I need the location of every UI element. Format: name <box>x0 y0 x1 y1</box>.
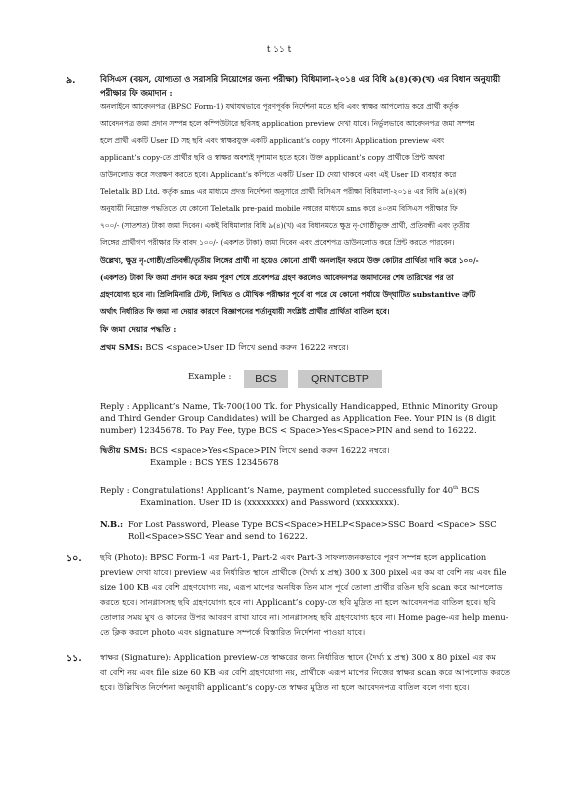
section-9-paragraph-line: অনলাইনে আবেদনপত্র (BPSC Form-1) যথাযথভাবে পূরণপূর্বক নির্দেশনা মতে ছবি এবং স্বাক্ষর আপলোড করে প্রার্থী কর্তৃক <box>100 102 459 111</box>
section-9-paragraph-line: অনুযায়ী নিম্নোক্ত পদ্ধতিতে যে কোনো Teletalk pre-paid mobile নম্বরের মাধ্যমে sms করে ৪০তম বিসিএস পরীক্ষার ফি <box>100 204 458 213</box>
section-9-number: ৯. <box>66 75 76 86</box>
section-11-line: স্বাক্ষর (Signature): Application preview-তে স্বাক্ষরের জন্য নির্ধারিত স্থানে (দৈর্ঘ্য x প্রস্থ) 300 x 80 pixel এর কম <box>100 652 496 662</box>
section-9-paragraph-line: আবেদনপত্র জমা প্রদান সম্পন্ন হলে কম্পিউটারে ছবিসহ application preview দেখা যাবে। নির্ভুলভাবে আবেদনপত্র জমা সম্পন্ন <box>100 119 475 128</box>
reply-1-line: Reply : Applicant’s Name, Tk-700(100 Tk. for Physically Handicapped, Ethnic Minority Group <box>100 401 498 411</box>
fee-method-title: ফি জমা দেয়ার পদ্ধতি : <box>100 324 177 334</box>
nb-label: N.B.: <box>100 519 124 529</box>
section-10-line: তে ক্লিক করলে photo এবং signature সম্পর্কে বিস্তারিত নির্দেশনা পাওয়া যাবে। <box>100 627 366 637</box>
section-11-number: ১১. <box>66 653 82 664</box>
section-10-line: করতে হবে। সানগ্লাসসহ ছবি গ্রহণযোগ্য হবে না। Applicant’s copy-তে ছবি মুদ্রিত না হলে আবেদনপত্র বাতিল হবে। ছবি <box>100 597 496 607</box>
section-10-line: size 100 KB এর বেশি গ্রহণযোগ্য নয়, এরূপ মাপের অনধিক তিন মাস পূর্বে তোলা প্রার্থীর রঙিন ছবি scan করে আপলোড <box>100 582 503 592</box>
section-9-note-line: (একশত) টাকা ফি জমা প্রদান করে ফরম পূরণ শেষে প্রবেশপত্র গ্রহণ করলেও আবেদনপত্র জমাদানের শেষ তারিখের পর তা <box>100 273 454 282</box>
section-9-paragraph-line: ডাউনলোড করে সংরক্ষণ করতে হবে। Applicant’s কপিতে একটি User ID দেয়া থাকবে এবং এই User ID ব্যবহার করে <box>100 170 457 179</box>
section-11-line: বা বেশি নয় এবং file size 60 KB এর বেশি গ্রহণযোগ্য নয়, প্রার্থীকে এরূপ মাপের নিজের স্বাক্ষর scan করে আপলোড করতে <box>100 667 511 677</box>
second-sms-label: দ্বিতীয় SMS: <box>100 445 148 455</box>
section-9-paragraph-line: লিঙ্গের প্রার্থীগণ পরীক্ষার ফি বাবদ ১০০/- (একশত টাকা) জমা দিবেন এবং প্রবেশপত্র ডাউনলোড করে প্রিন্ট করতে পারবেন। <box>100 238 455 247</box>
reply-1-line: number) 12345678. To Pay Fee, type BCS < Space>Yes<Space>PIN and send to 16222. <box>100 425 477 435</box>
reply-2-line: Examination. User ID is (xxxxxxxx) and Password (xxxxxxxx). <box>140 497 400 507</box>
section-9-note-line: গ্রহণযোগ্য হবে না। প্রিলিমিনারি টেস্ট, লিখিত ও মৌখিক পরীক্ষার পূর্বে বা পরে যে কোনো পর্যায়ে উদ্‌ঘাটিত substantive ত্রুটি <box>100 290 476 299</box>
example-label: Example : <box>188 372 232 382</box>
section-10-line: preview দেখা যাবে। preview এর নির্ধারিত স্থানে প্রার্থীকে (দৈর্ঘ্য x প্রস্থ) 300 x 300 pixel এর কম বা বেশি নয় এবং file <box>100 567 507 577</box>
second-sms-example: Example : BCS YES 12345678 <box>150 457 279 467</box>
first-sms-label: প্রথম SMS: <box>100 342 143 352</box>
section-9-heading-line: বিসিএস (বয়স, যোগ্যতা ও সরাসরি নিয়োগের জন্য পরীক্ষা) বিধিমালা-২০১৪ এর বিধি ৯(৪)(ক)(খ) এর বিধান অনুযায়ী <box>100 74 501 84</box>
section-10-line: তোলার সময় মুখ ও কানের উপর আবরণ রাখা যাবে না। সানগ্লাসসহ ছবি গ্রহণযোগ্য হবে না। Home page-এর help menu- <box>100 612 509 622</box>
second-sms-text: BCS <space>Yes<Space>PIN লিখে send করুন 16222 নম্বরে। <box>149 445 390 455</box>
reply-2-text: Reply : Congratulations! Applicant’s Name, payment completed successfully for 40 <box>100 485 454 495</box>
nb-line: For Lost Password, Please Type BCS<Space>HELP<Space>SSC Board <Space> SSC <box>128 519 497 529</box>
section-10-number: ১০. <box>66 553 82 564</box>
section-9-paragraph-line: applicant’s copy-তে প্রার্থীর ছবি ও স্বাক্ষর অবশ্যই দৃশ্যমান হতে হবে। উক্ত applicant’s copy প্রার্থীকে প্রিন্ট অথবা <box>100 153 445 162</box>
section-9-note-line: অর্থাৎ নির্ধারিত ফি জমা না দেয়ার কারণে বিজ্ঞাপনের শর্তানুযায়ী সংশ্লিষ্ট প্রার্থীর প্রার্থিতা বাতিল হবে। <box>100 307 390 316</box>
reply-2-line <box>100 485 479 495</box>
reply-1-line: and Third Gender Group Candidates) will be Charged as Application Fee. Your PIN is (8 digit <box>100 413 496 423</box>
section-10-line: ছবি (Photo): BPSC Form-1 এর Part-1, Part-2 এবং Part-3 সাফল্যজনকভাবে পূরণ সম্পন্ন হলে application <box>100 552 487 562</box>
section-11-line: হবে। উল্লিখিত নির্দেশনা অনুযায়ী applicant’s copy-তে স্বাক্ষর মুদ্রিত না হলে আবেদনপত্র বাতিল বলে গণ্য হবে। <box>100 682 470 692</box>
reply-2-text-end: BCS <box>461 485 480 495</box>
first-sms-text: BCS <space>User ID লিখে send করুন 16222 নম্বরে। <box>145 342 349 352</box>
nb-line: Roll<Space>SSC Year and send to 16222. <box>128 531 308 541</box>
section-9-paragraph-line: Teletalk BD Ltd. কর্তৃক sms এর মাধ্যমে প্রদত্ত নির্দেশনা অনুসারে প্রার্থী বিসিএস পরীক্ষা বিধিমালা-২০১৪ এর বিধি ৯(৪)(ক) <box>100 187 467 196</box>
section-9-paragraph-line: হলে প্রার্থী একটি User ID সহ ছবি এবং স্বাক্ষরযুক্ত একটি applicant’s copy পাবেন। Application preview এবং <box>100 136 445 145</box>
first-sms-instruction <box>100 342 349 355</box>
section-9-heading-line: পরীক্ষার ফি জমাদান : <box>100 88 173 98</box>
section-9-paragraph-line: ৭০০/- (সাতশত) টাকা জমা দিবেন। একই বিধিমালার বিধি ৯(৪)(খ) এর বিধানমতে ক্ষুদ্র নৃ-গোষ্ঠীভুক্ত প্রার্থী, প্রতিবন্ধী এবং তৃতীয় <box>100 221 470 230</box>
page-number: t ১১ t <box>266 45 292 55</box>
reply-2-superscript: th <box>453 485 459 492</box>
example-box-bcs: BCS <box>244 370 288 388</box>
example-box-userid: QRNTCBTP <box>298 370 382 388</box>
section-9-note-line: উল্লেখ্য, ক্ষুদ্র নৃ-গোষ্ঠী/প্রতিবন্ধী/তৃতীয় লিঙ্গের প্রার্থী না হয়েও কোনো প্রার্থী অনলাইন ফরমে উক্ত কোটার প্রার্থিতা দাবি করে ১০০/- <box>100 256 479 265</box>
